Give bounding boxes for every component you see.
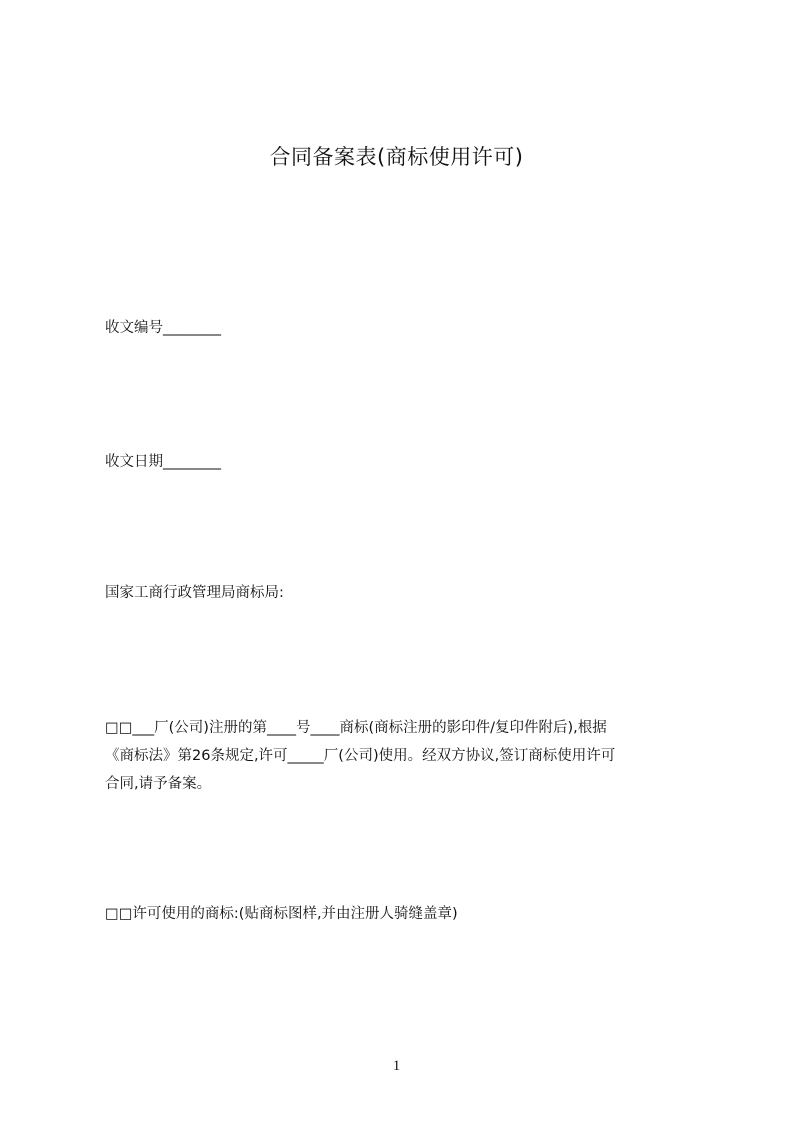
statement-paragraph (105, 714, 705, 798)
receipt-date-line: 收文日期________ (105, 454, 221, 470)
statement-line-1: □□___厂(公司)注册的第____号____商标(商标注册的影印件/复印件附后),根据 (105, 720, 607, 736)
statement-line-3: 合同,请予备案。 (105, 776, 212, 792)
licensed-trademark-line: □□许可使用的商标:(贴商标图样,并由注册人骑缝盖章) (105, 906, 458, 922)
page-number: 1 (392, 1058, 401, 1074)
document-title: 合同备案表(商标使用许可) (269, 145, 524, 169)
statement-line-2: 《商标法》第26条规定,许可_____厂(公司)使用。经双方协议,签订商标使用许可 (105, 748, 616, 764)
addressee-line: 国家工商行政管理局商标局: (105, 585, 284, 601)
receipt-number-line: 收文编号________ (105, 320, 221, 336)
